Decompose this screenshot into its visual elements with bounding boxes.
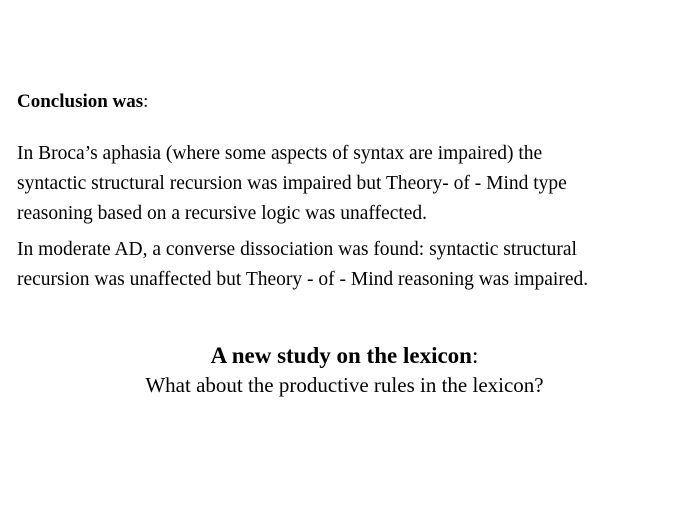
conclusion-label: Conclusion was [17, 91, 144, 112]
new-study-question: What about the productive rules in the lexicon? [145, 373, 544, 397]
paragraph-line: reasoning based on a recursive logic was unaffected. [17, 203, 428, 224]
paragraph-line: In moderate AD, a converse dissociation was found: syntactic structural [17, 239, 577, 260]
paragraph-line: recursion was unaffected but Theory - of - Mind reasoning was impaired. [17, 269, 589, 290]
new-study-title-colon: : [471, 343, 479, 368]
new-study-title-text: A new study on the lexicon [210, 343, 472, 368]
conclusion-colon: : [143, 91, 149, 112]
paragraph-line: In Broca’s aphasia (where some aspects of syntax are impaired) the [17, 143, 543, 164]
conclusion-heading [17, 90, 148, 114]
paragraph-line: syntactic structural recursion was impaired but Theory- of - Mind type [17, 173, 567, 194]
paragraph-brocas-aphasia [17, 139, 677, 229]
new-study-title [0, 342, 689, 370]
paragraph-moderate-ad [17, 235, 677, 295]
